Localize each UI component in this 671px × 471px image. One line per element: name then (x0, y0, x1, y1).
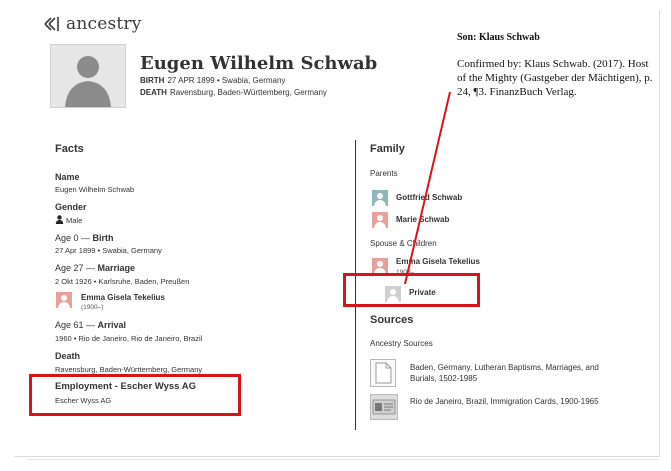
parents-label: Parents (370, 169, 398, 178)
fact-employment-value: Escher Wyss AG (55, 396, 112, 405)
child-link[interactable]: Private (409, 288, 436, 297)
birth-event: Birth (92, 233, 114, 243)
facts-heading: Facts (55, 143, 84, 155)
marriage-age: Age 27 — (55, 263, 98, 273)
ancestry-sources-label: Ancestry Sources (370, 339, 433, 348)
fact-birth-value: 27 Apr 1899 • Swabia, Germany (55, 246, 162, 255)
birth-label: BIRTH (140, 76, 165, 85)
fact-gender-label: Gender (55, 202, 87, 212)
source-link-2[interactable]: Rio de Janeiro, Brazil, Immigration Cards, 1900-1965 (410, 397, 599, 406)
birth-age: Age 0 — (55, 233, 93, 243)
card-bottom-border (28, 459, 658, 460)
fact-marriage-value: 2 Okt 1926 • Karlsruhe, Baden, Preußen (55, 277, 190, 286)
annotation-title: Son: Klaus Schwab (457, 32, 540, 43)
fact-employment-label: Employment - Escher Wyss AG (55, 381, 196, 392)
source-link-1[interactable]: Baden, Germany, Lutheran Baptisms, Marriages, and Burials, 1502-1985 (410, 363, 599, 383)
arrival-age: Age 61 — (55, 320, 98, 330)
fact-spouse-link[interactable]: Emma Gisela Tekelius (81, 293, 165, 302)
annotation-body: Confirmed by: Klaus Schwab. (2017). Host of the Mighty (Gastgeber der Mächtigen), p. 24, ¶3. FinanzBuch Verlag. (457, 58, 653, 98)
mother-link[interactable]: Marie Schwab (396, 215, 450, 224)
person-name: Eugen Wilhelm Schwab (140, 53, 378, 74)
birth-value: 27 APR 1899 • Swabia, Germany (167, 76, 286, 85)
gender-value-text: Male (66, 216, 83, 225)
family-spouse-dates: 1900– (396, 269, 415, 276)
fact-name-label: Name (55, 172, 80, 182)
death-value: Ravensburg, Baden-Württemberg, Germany (169, 88, 327, 97)
family-spouse-link[interactable]: Emma Gisela Tekelius (396, 257, 480, 266)
father-link[interactable]: Gottfried Schwab (396, 193, 463, 202)
sources-heading: Sources (370, 314, 414, 326)
marriage-event: Marriage (97, 263, 136, 273)
spouse-children-label: Spouse & Children (370, 239, 437, 248)
logo-text: ancestry (66, 14, 142, 34)
fact-spouse-dates: (1900–) (81, 304, 104, 311)
arrival-event: Arrival (97, 320, 127, 330)
fact-death-value: Ravensburg, Baden-Württemberg, Germany (55, 365, 203, 374)
fact-name-value: Eugen Wilhelm Schwab (55, 185, 135, 194)
fact-death-label: Death (55, 351, 81, 361)
family-heading: Family (370, 143, 405, 155)
fact-arrival-value: 1960 • Rio de Janeiro, Rio de Janeiro, Brazil (55, 334, 203, 343)
death-label: DEATH (140, 88, 167, 97)
